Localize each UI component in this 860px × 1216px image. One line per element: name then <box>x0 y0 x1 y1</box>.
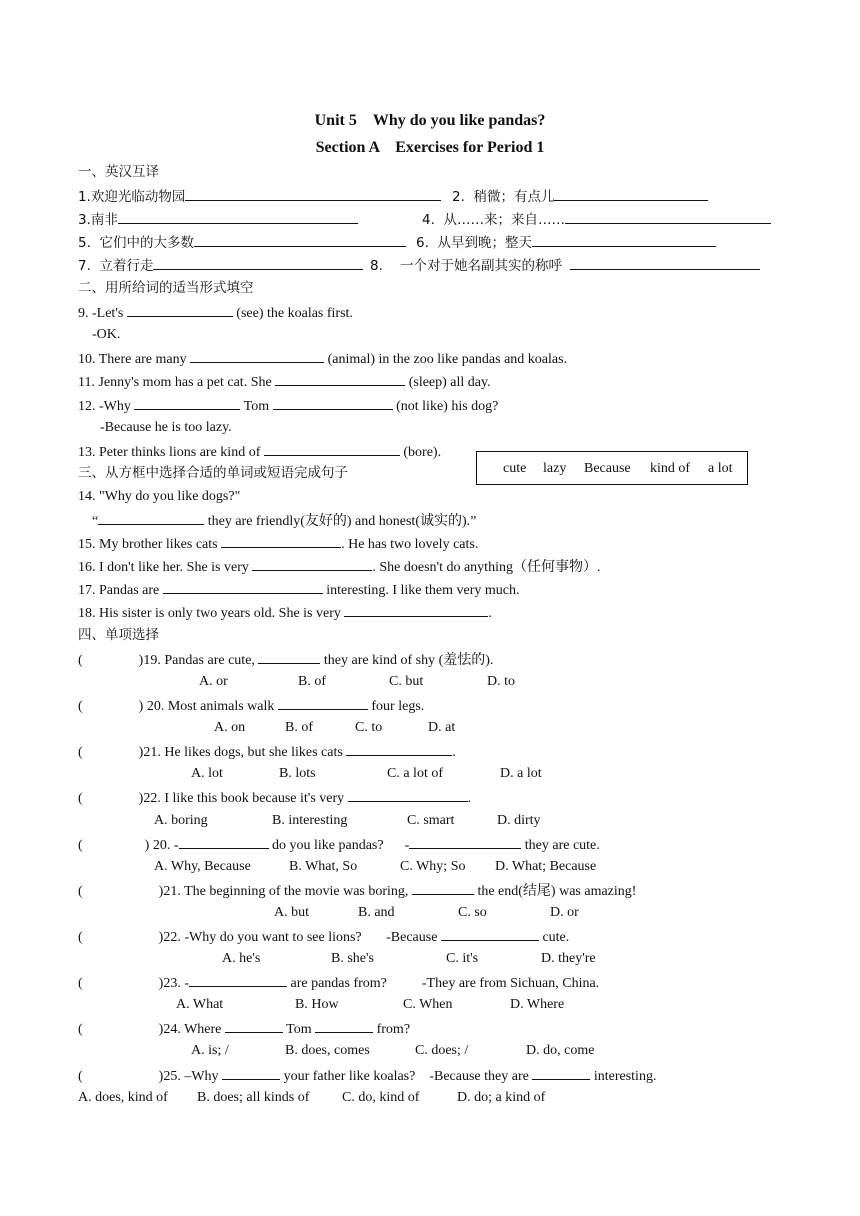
answer-blank[interactable] <box>570 256 760 270</box>
option-a[interactable]: A. is; / <box>191 1043 229 1058</box>
answer-blank[interactable] <box>412 881 474 895</box>
answer-blank[interactable] <box>163 580 323 594</box>
answer-blank[interactable] <box>221 534 341 548</box>
answer-blank[interactable] <box>554 187 708 201</box>
question-12: 12. -Why Tom (not like) his dog? <box>78 396 498 416</box>
option-c[interactable]: C. do, kind of <box>342 1090 420 1105</box>
word-bank-box <box>476 451 748 485</box>
question-22-second: ( )22. -Why do you want to see lions? -Because cute. <box>78 927 569 947</box>
option-d[interactable]: D. to <box>487 674 515 689</box>
option-c[interactable]: C. it's <box>446 951 479 966</box>
option-b[interactable]: B. What, So <box>289 859 358 874</box>
option-d[interactable]: D. or <box>550 905 579 920</box>
option-a[interactable]: A. but <box>274 905 309 920</box>
question-24: ( )24. Where Tom from? <box>78 1019 410 1039</box>
question-22: ( )22. I like this book because it's very . <box>78 788 471 808</box>
option-b[interactable]: B. of <box>285 720 313 735</box>
option-a[interactable]: A. he's <box>222 951 261 966</box>
question-4: 4. 从……来；来自…… <box>422 210 771 229</box>
question-20: ( ) 20. Most animals walk four legs. <box>78 696 424 716</box>
question-23: ( )23. - are pandas from? -They are from Sichuan, China. <box>78 973 599 993</box>
word-bank-item: Because <box>584 461 631 476</box>
answer-blank[interactable] <box>532 1066 590 1080</box>
option-c[interactable]: C. a lot of <box>387 766 443 781</box>
option-b[interactable]: B. interesting <box>272 813 348 828</box>
option-a[interactable]: A. What <box>176 997 224 1012</box>
option-b[interactable]: B. How <box>295 997 339 1012</box>
option-b[interactable]: B. of <box>298 674 326 689</box>
word-bank-item: cute <box>503 461 527 476</box>
answer-blank[interactable] <box>185 187 441 201</box>
option-c[interactable]: C. but <box>389 674 424 689</box>
option-c[interactable]: C. smart <box>407 813 455 828</box>
page-subtitle: Section A Exercises for Period 1 <box>315 139 545 156</box>
question-13: 13. Peter thinks lions are kind of (bore). <box>78 442 441 462</box>
word-bank-item: kind of <box>650 461 691 476</box>
option-a[interactable]: A. lot <box>191 766 223 781</box>
option-a[interactable]: A. Why, Because <box>154 859 251 874</box>
section-heading-translate: 一、英汉互译 <box>78 164 159 180</box>
option-d[interactable]: D. Where <box>510 997 565 1012</box>
option-b[interactable]: B. does, comes <box>285 1043 370 1058</box>
answer-blank[interactable] <box>409 835 521 849</box>
question-20-second: ( ) 20. - do you like pandas? - they are cute. <box>78 835 600 855</box>
answer-blank[interactable] <box>179 835 269 849</box>
word-bank-item: a lot <box>708 461 733 476</box>
answer-blank[interactable] <box>264 442 400 456</box>
section-heading-word-bank: 三、从方框中选择合适的单词或短语完成句子 <box>78 465 348 481</box>
answer-blank[interactable] <box>344 603 488 617</box>
answer-blank[interactable] <box>134 396 240 410</box>
option-d[interactable]: D. they're <box>541 951 596 966</box>
section-heading-multiple-choice: 四、单项选择 <box>78 627 159 643</box>
answer-blank[interactable] <box>275 372 405 386</box>
question-10: 10. There are many (animal) in the zoo like pandas and koalas. <box>78 349 567 369</box>
question-14-answer: “ they are friendly(友好的) and honest(诚实的).” <box>92 511 476 531</box>
answer-blank[interactable] <box>98 511 204 525</box>
option-a[interactable]: A. or <box>199 674 228 689</box>
option-c[interactable]: C. does; / <box>415 1043 469 1058</box>
option-a[interactable]: A. boring <box>154 813 208 828</box>
question-8: 8. 一个对于她名副其实的称呼 <box>370 256 760 275</box>
answer-blank[interactable] <box>127 303 233 317</box>
option-d[interactable]: D. do, come <box>526 1043 595 1058</box>
answer-blank[interactable] <box>222 1066 280 1080</box>
option-b[interactable]: B. lots <box>279 766 316 781</box>
question-18: 18. His sister is only two years old. She is very . <box>78 603 492 623</box>
answer-blank[interactable] <box>190 349 324 363</box>
question-16: 16. I don't like her. She is very . She doesn't do anything（任何事物）. <box>78 557 600 577</box>
question-25: ( )25. –Why your father like koalas? -Because they are interesting. <box>78 1066 656 1086</box>
option-d[interactable]: D. What; Because <box>495 859 597 874</box>
question-19: ( )19. Pandas are cute, they are kind of shy (羞怯的). <box>78 650 493 670</box>
option-d[interactable]: D. do; a kind of <box>457 1090 546 1105</box>
question-7: 7. 立着行走 <box>78 256 363 275</box>
question-3: 3.南非 <box>78 210 358 229</box>
question-21: ( )21. He likes dogs, but she likes cats . <box>78 742 456 762</box>
option-d[interactable]: D. a lot <box>500 766 542 781</box>
option-b[interactable]: B. and <box>358 905 395 920</box>
question-2: 2. 稍微；有点儿 <box>452 187 708 206</box>
section-heading-word-forms: 二、用所给词的适当形式填空 <box>78 280 254 296</box>
question-6: 6. 从早到晚；整天 <box>416 233 716 252</box>
question-17: 17. Pandas are interesting. I like them very much. <box>78 580 520 600</box>
answer-blank[interactable] <box>225 1019 283 1033</box>
answer-blank[interactable] <box>273 396 393 410</box>
option-c[interactable]: C. to <box>355 720 383 735</box>
answer-blank[interactable] <box>189 973 287 987</box>
answer-blank[interactable] <box>258 650 320 664</box>
answer-blank[interactable] <box>315 1019 373 1033</box>
option-c[interactable]: C. so <box>458 905 487 920</box>
answer-blank[interactable] <box>532 233 716 247</box>
question-5: 5. 它们中的大多数 <box>78 233 406 252</box>
question-15: 15. My brother likes cats . He has two lovely cats. <box>78 534 478 554</box>
answer-blank[interactable] <box>441 927 539 941</box>
question-12-reply: -Because he is too lazy. <box>100 420 232 435</box>
question-11: 11. Jenny's mom has a pet cat. She (sleep) all day. <box>78 372 491 392</box>
option-d[interactable]: D. at <box>428 720 456 735</box>
option-b[interactable]: B. does; all kinds of <box>197 1090 310 1105</box>
option-c[interactable]: C. When <box>403 997 453 1012</box>
question-1: 1.欢迎光临动物园 <box>78 187 441 206</box>
answer-blank[interactable] <box>118 210 358 224</box>
answer-blank[interactable] <box>346 742 452 756</box>
question-21-second: ( )21. The beginning of the movie was boring, the end(结尾) was amazing! <box>78 881 636 901</box>
answer-blank[interactable] <box>565 210 771 224</box>
question-14: 14. "Why do you like dogs?" <box>78 489 241 504</box>
question-9: 9. -Let's (see) the koalas first. <box>78 303 353 323</box>
option-c[interactable]: C. Why; So <box>400 859 466 874</box>
option-a[interactable]: A. on <box>214 720 246 735</box>
answer-blank[interactable] <box>252 557 372 571</box>
option-d[interactable]: D. dirty <box>497 813 541 828</box>
answer-blank[interactable] <box>348 788 468 802</box>
question-9-reply: -OK. <box>92 327 121 342</box>
option-b[interactable]: B. she's <box>331 951 374 966</box>
answer-blank[interactable] <box>194 233 406 247</box>
word-bank-item: lazy <box>543 461 567 476</box>
answer-blank[interactable] <box>153 256 363 270</box>
option-a[interactable]: A. does, kind of <box>78 1090 168 1105</box>
page-title: Unit 5 Why do you like pandas? <box>314 112 546 129</box>
answer-blank[interactable] <box>278 696 368 710</box>
